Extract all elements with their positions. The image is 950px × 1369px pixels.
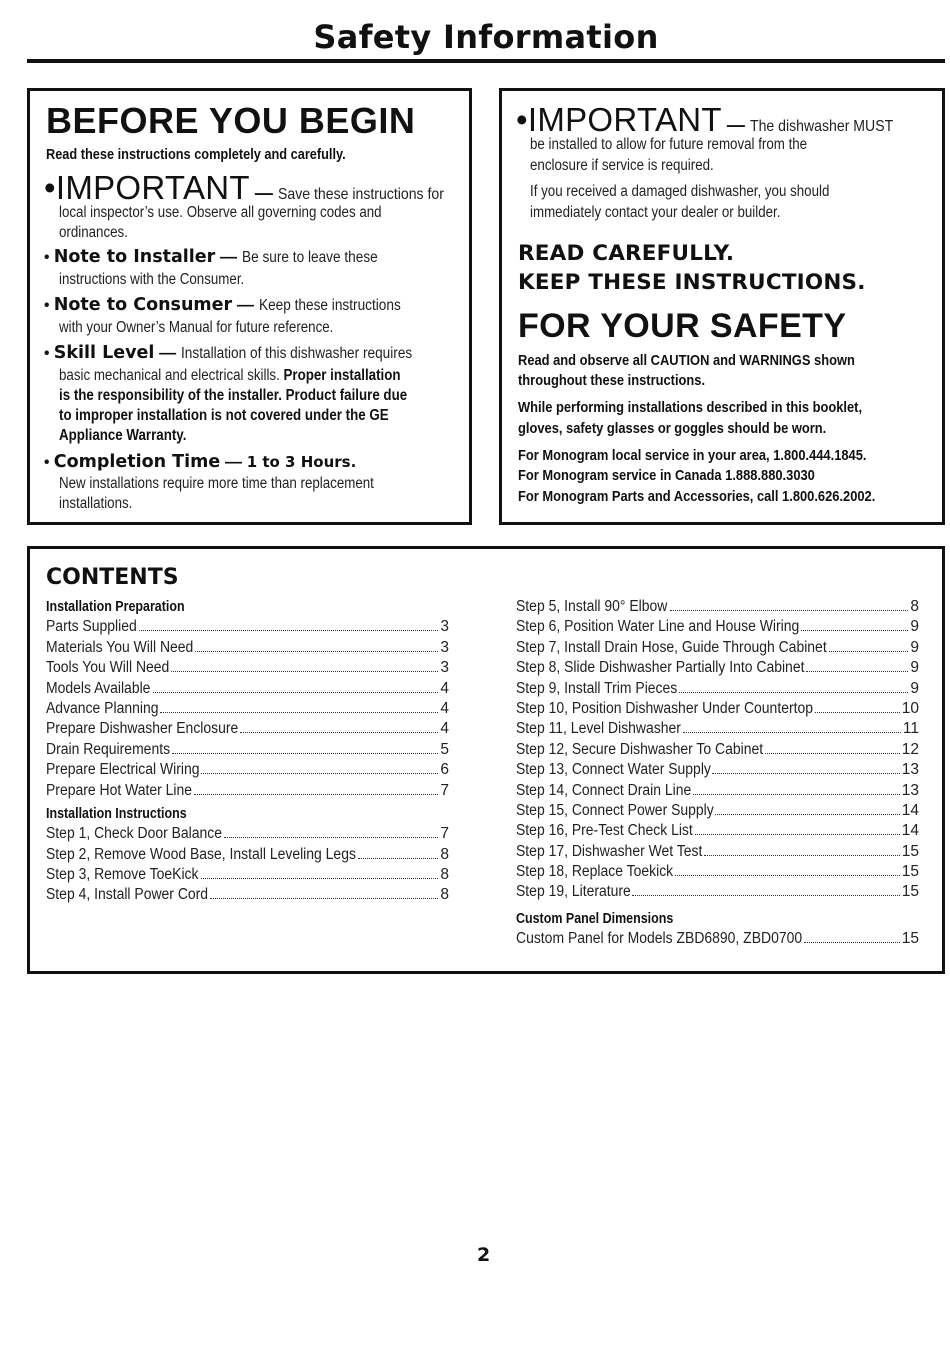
toc-section-heading: Custom Panel Dimensions [516,910,674,927]
toc-entry-page: 6 [440,761,449,779]
toc-entry [516,740,919,760]
toc-leader-dots [801,629,908,631]
toc-entry [46,885,449,905]
toc-entry-title: Step 9, Install Trim Pieces [516,679,678,697]
toc-entry-title: Parts Supplied [46,618,137,636]
toc-entry [516,638,919,658]
toc-list [46,824,449,906]
toc-leader-dots [670,609,909,611]
toc-entry [46,845,449,865]
toc-entry-page: 3 [440,638,449,656]
toc-leader-dots [683,731,901,733]
note-to-consumer-text: Keep these instructions [258,297,401,314]
toc-entry-title: Step 18, Replace Toekick [516,863,674,881]
before-you-begin-heading: BEFORE YOU BEGIN [46,100,416,141]
toc-entry-page: 15 [901,842,919,860]
before-you-begin-box [27,88,472,525]
toc-entry [516,760,919,780]
important-text: Save these instructions for [277,186,444,203]
toc-list [516,597,919,903]
toc-entry [516,801,919,821]
note-to-consumer-text-line: with your Owner’s Manual for future reference. [59,319,334,336]
important-note [44,169,466,207]
toc-entry-title: Step 2, Remove Wood Base, Install Leveling Legs [46,845,356,863]
toc-entry-page: 3 [440,659,449,677]
note-to-consumer: • Note to Consumer — Keep these instructions [44,295,401,315]
toc-entry [516,842,919,862]
toc-entry-page: 4 [440,679,449,697]
toc-leader-dots [358,857,438,859]
toc-entry-title: Step 12, Secure Dishwasher To Cabinet [516,740,764,758]
important-label: IMPORTANT [527,101,722,138]
toc-entry-title: Step 7, Install Drain Hose, Guide Through Cabinet [516,638,827,656]
toc-leader-dots [240,731,438,733]
toc-entry-title: Prepare Dishwasher Enclosure [46,720,239,738]
toc-entry-title: Step 4, Install Power Cord [46,886,209,904]
toc-entry-title: Step 15, Connect Power Supply [516,801,714,819]
toc-entry-page: 8 [910,598,919,615]
toc-leader-dots [194,793,438,795]
toc-entry-page: 7 [440,781,449,799]
title-divider [27,59,945,63]
toc-leader-dots [815,711,900,713]
toc-entry-title: Step 1, Check Door Balance [46,825,223,843]
completion-time-label: Completion Time [53,452,221,472]
caution-text: Read and observe all CAUTION and WARNINGS shown [518,352,855,369]
toc-leader-dots [632,894,899,896]
important-text: The dishwasher MUST [749,118,894,135]
toc-entry-title: Custom Panel for Models ZBD6890, ZBD0700 [516,930,803,948]
toc-section-heading: Installation Instructions [46,805,187,822]
before-you-begin-subheading: Read these instructions completely and carefully. [46,147,346,163]
skill-level-label: Skill Level [53,343,155,363]
toc-entry-title: Step 16, Pre-Test Check List [516,822,693,840]
safety-box [499,88,945,525]
read-carefully-line: READ CAREFULLY. [518,241,735,266]
toc-entry-title: Step 14, Connect Drain Line [516,781,692,799]
skill-level: • Skill Level — Installation of this dishwasher requires [44,343,413,363]
toc-list [46,617,449,801]
toc-entry [46,824,449,844]
dash: — [721,115,750,135]
toc-entry [46,865,449,885]
toc-leader-dots [171,670,438,672]
toc-entry-title: Step 3, Remove ToeKick [46,866,199,884]
for-your-safety-heading: FOR YOUR SAFETY [518,307,847,345]
completion-time-text-line: installations. [59,495,133,512]
note-to-consumer-label: Note to Consumer [53,295,233,315]
toc-leader-dots [829,650,908,652]
toc-entry-page: 5 [440,740,449,758]
toc-leader-dots [693,793,900,795]
toc-entry-page: 9 [910,618,919,636]
toc-entry [516,617,919,637]
toc-entry-title: Materials You Will Need [46,638,194,656]
toc-entry-page: 3 [440,618,449,636]
toc-leader-dots [715,813,899,815]
toc-entry [46,740,449,760]
skill-level-text: basic mechanical and electrical skills. [59,367,284,384]
toc-entry-title: Step 5, Install 90° Elbow [516,598,668,615]
note-to-installer-text-line: instructions with the Consumer. [59,271,245,288]
toc-leader-dots [704,854,899,856]
toc-leader-dots [806,670,908,672]
important-text-line: ordinances. [59,224,128,241]
toc-entry [46,781,449,801]
toc-leader-dots [201,772,438,774]
important-text-line: enclosure if service is required. [530,157,714,174]
important-text-line: be installed to allow for future removal from the [530,136,808,153]
completion-time-text-line: New installations require more time than replacement [59,475,374,492]
important-label: IMPORTANT [55,169,250,206]
toc-leader-dots [201,877,438,879]
toc-entry-page: 4 [440,699,449,717]
toc-entry-page: 8 [440,845,449,863]
toc-entry-page: 9 [910,679,919,697]
toc-entry [46,658,449,678]
toc-entry-page: 13 [901,781,919,799]
contents-heading: CONTENTS [46,565,179,590]
toc-entry-page: 15 [901,863,919,881]
toc-leader-dots [804,941,900,943]
toc-entry [46,719,449,739]
page-title: Safety Information [313,18,659,56]
toc-entry [516,781,919,801]
toc-entry [516,679,919,699]
toc-entry-title: Step 8, Slide Dishwasher Partially Into Cabinet [516,659,805,677]
toc-entry-title: Step 10, Position Dishwasher Under Countertop [516,699,813,717]
completion-time-value: 1 to 3 Hours. [246,453,357,471]
toc-list [516,929,919,949]
toc-leader-dots [139,629,439,631]
toc-leader-dots [712,772,899,774]
toc-entry [516,821,919,841]
toc-entry-title: Drain Requirements [46,740,171,758]
toc-entry-page: 8 [440,886,449,904]
toc-entry-title: Step 13, Connect Water Supply [516,761,711,779]
toc-entry-title: Prepare Electrical Wiring [46,761,200,779]
parts-phone: For Monogram Parts and Accessories, call 1.800.626.2002. [518,488,876,505]
toc-entry [516,882,919,902]
contents-right-column [516,597,919,950]
note-to-installer-text: Be sure to leave these [241,249,378,266]
damaged-dishwasher-text: immediately contact your dealer or builder. [530,204,781,221]
note-to-installer-label: Note to Installer [53,247,216,267]
toc-entry-page: 12 [901,740,919,758]
toc-entry-page: 7 [440,825,449,843]
toc-entry-page: 14 [901,801,919,819]
toc-entry-page: 10 [901,699,919,717]
toc-entry [46,699,449,719]
protective-gear-text: While performing installations described in this booklet, [518,399,863,416]
service-canada-phone: For Monogram service in Canada 1.888.880.3030 [518,467,815,484]
toc-entry-page: 15 [901,883,919,901]
toc-section-heading: Installation Preparation [46,599,185,615]
dash: — [249,183,278,203]
toc-entry [46,617,449,637]
contents-left-column [46,597,449,906]
toc-entry [46,760,449,780]
toc-entry-title: Tools You Will Need [46,659,170,677]
toc-entry-page: 11 [902,720,919,738]
important-removal-note [516,101,913,139]
damaged-dishwasher-text: If you received a damaged dishwasher, you should [530,183,830,200]
toc-leader-dots [675,874,900,876]
toc-entry-page: 13 [901,761,919,779]
toc-leader-dots [210,897,438,899]
toc-entry-title: Step 11, Level Dishwasher [516,720,681,738]
toc-entry-title: Step 6, Position Water Line and House Wiring [516,618,800,636]
toc-entry-page: 8 [440,866,449,884]
protective-gear-text: gloves, safety glasses or goggles should be worn. [518,420,827,437]
toc-entry-page: 9 [910,659,919,677]
toc-leader-dots [195,650,438,652]
important-text-line: local inspector’s use. Observe all governing codes and [59,204,382,221]
read-carefully-heading [518,239,866,297]
toc-entry [516,699,919,719]
skill-level-text: Installation of this dishwasher requires [180,345,413,362]
service-us-phone: For Monogram local service in your area, 1.800.444.1845. [518,447,867,464]
caution-text: throughout these instructions. [518,372,706,389]
bullet: • [44,169,56,206]
toc-entry-title: Models Available [46,679,151,697]
toc-entry [46,638,449,658]
skill-level-warning-line: is the responsibility of the installer. Product failure due [59,387,408,404]
note-to-installer: • Note to Installer — Be sure to leave these [44,247,378,267]
toc-entry-page: 15 [901,930,919,948]
toc-entry [516,597,919,617]
toc-entry-title: Step 19, Literature [516,883,631,901]
toc-entry-page: 9 [910,638,919,656]
toc-leader-dots [224,836,439,838]
skill-level-warning-line: Appliance Warranty. [59,427,187,444]
toc-entry-title: Step 17, Dishwasher Wet Test [516,842,703,860]
toc-entry [46,679,449,699]
toc-entry [516,719,919,739]
completion-time: • Completion Time — 1 to 3 Hours. [44,452,357,472]
toc-leader-dots [160,711,438,713]
toc-entry-title: Advance Planning [46,699,159,717]
skill-level-warning: Proper installation [283,367,401,384]
toc-leader-dots [153,691,439,693]
page-number: 2 [477,1244,491,1266]
toc-entry-title: Prepare Hot Water Line [46,781,193,799]
toc-leader-dots [765,752,900,754]
toc-entry-page: 14 [901,822,919,840]
contents-box [27,546,945,974]
toc-leader-dots [679,691,908,693]
toc-entry [516,862,919,882]
toc-entry-page: 4 [440,720,449,738]
toc-entry [516,658,919,678]
toc-leader-dots [695,833,900,835]
toc-entry [516,929,919,949]
toc-leader-dots [172,752,438,754]
skill-level-warning-line: to improper installation is not covered under the GE [59,407,389,424]
keep-instructions-line: KEEP THESE INSTRUCTIONS. [518,270,866,295]
skill-level-text-line [59,366,401,387]
bullet: • [516,101,528,138]
